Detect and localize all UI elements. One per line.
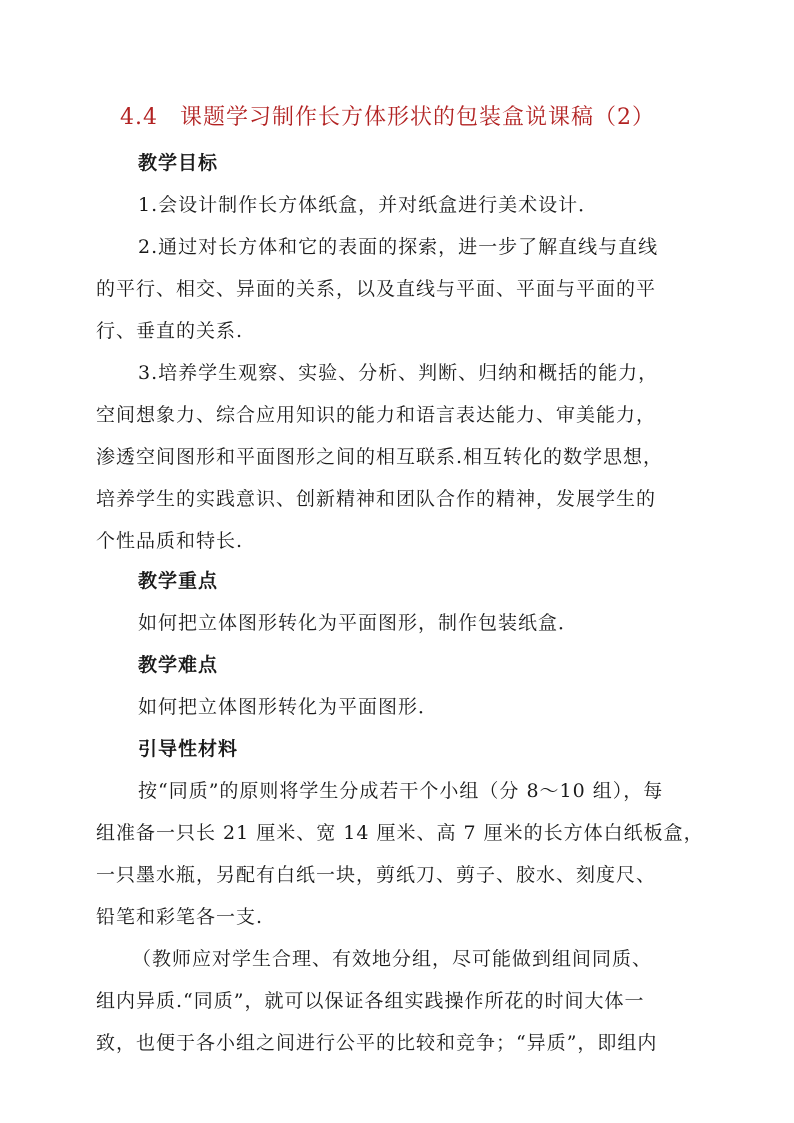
materials-line-4: 铅笔和彩笔各一支. — [96, 906, 264, 928]
materials-line-2: 组准备一只长 21 厘米、宽 14 厘米、高 7 厘米的长方体白纸板盒， — [96, 822, 704, 844]
objective-3-line-3: 渗透空间图形和平面图形之间的相互联系.相互转化的数学思想， — [96, 446, 664, 468]
difficulty-heading: 教学难点 — [138, 654, 219, 676]
teacher-note-line-3: 致，也便于各小组之间进行公平的比较和竞争；“异质”，即组内 — [96, 1032, 658, 1054]
difficulty-text: 如何把立体图形转化为平面图形． — [138, 696, 439, 718]
materials-line-3: 一只墨水瓶，另配有白纸一块，剪纸刀、剪子、胶水、刻度尺、 — [96, 864, 657, 886]
title-text: 课题学习制作长方体形状的包装盒说课稿（2） — [180, 105, 655, 130]
key-points-heading: 教学重点 — [138, 570, 219, 592]
objective-2-line-1: 2.通过对长方体和它的表面的探索，进一步了解直线与直线 — [138, 236, 659, 258]
document-title — [120, 100, 655, 131]
objective-3-line-4: 培养学生的实践意识、创新精神和团队合作的精神，发展学生的 — [96, 488, 657, 510]
objectives-heading: 教学目标 — [138, 152, 219, 174]
objective-3-line-5: 个性品质和特长. — [96, 530, 244, 552]
objective-3-line-2: 空间想象力、综合应用知识的能力和语言表达能力、审美能力， — [96, 404, 657, 426]
objective-3-line-1: 3.培养学生观察、实验、分析、判断、归纳和概括的能力， — [138, 362, 659, 384]
title-number: 4.4 — [120, 105, 158, 130]
materials-line-1: 按“同质”的原则将学生分成若干个小组（分 8～10 组），每 — [138, 780, 664, 802]
materials-heading: 引导性材料 — [138, 738, 239, 760]
objective-2-line-3: 行、垂直的关系. — [96, 320, 244, 342]
teacher-note-line-2: 组内异质.“同质”，就可以保证各组实践操作所花的时间大体一 — [96, 990, 645, 1012]
objective-2-line-2: 的平行、相交、异面的关系，以及直线与平面、平面与平面的平 — [96, 278, 657, 300]
key-points-text: 如何把立体图形转化为平面图形，制作包装纸盒． — [138, 612, 579, 634]
teacher-note-line-1: （教师应对学生合理、有效地分组，尽可能做到组间同质、 — [132, 948, 653, 970]
objective-1: 1.会设计制作长方体纸盒，并对纸盒进行美术设计． — [138, 194, 599, 216]
